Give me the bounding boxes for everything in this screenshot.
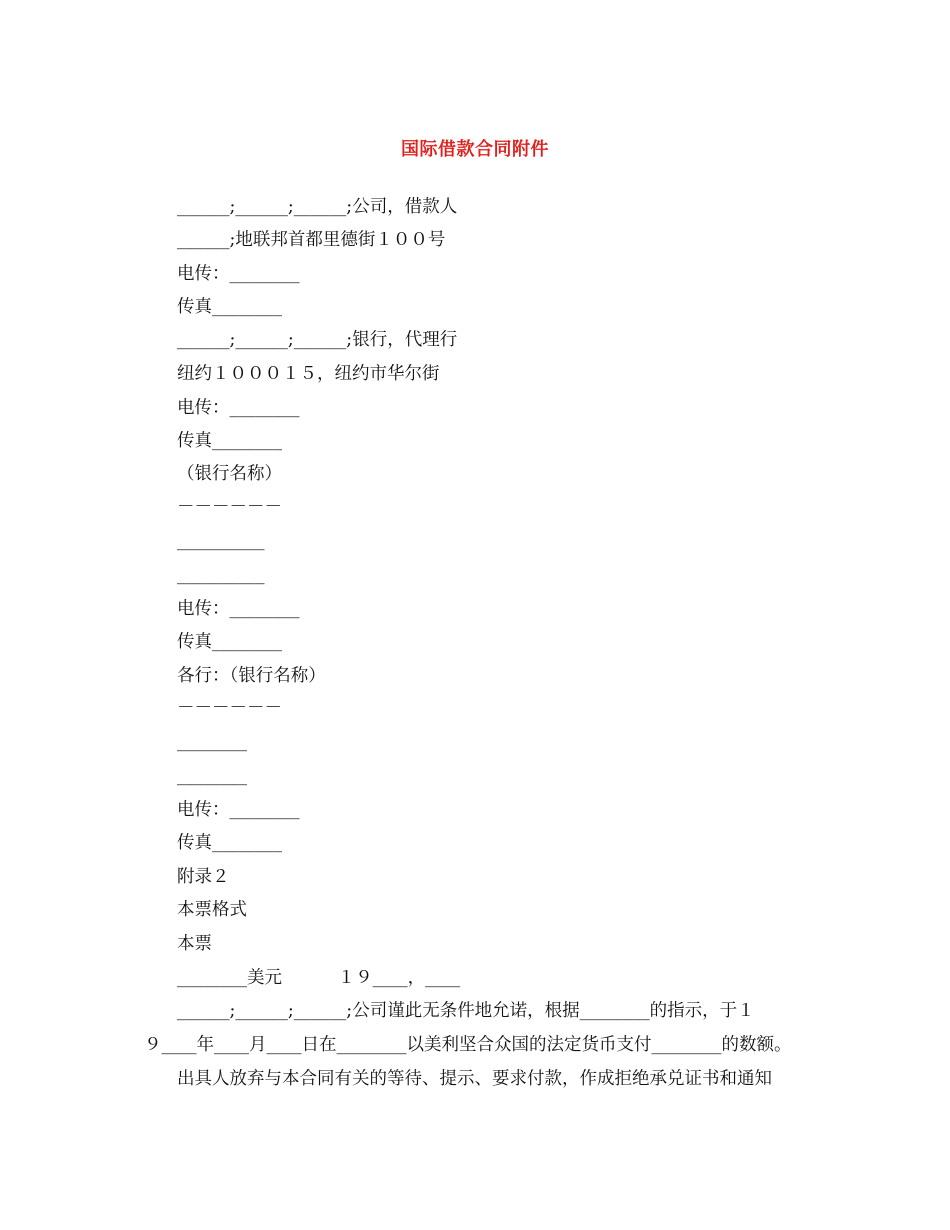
- note-promise-text: ______;______;______;公司谨此无条件地允诺，根据________的指示，于１: [177, 1001, 755, 1021]
- note-amount-date: ________美元 １９____，____: [177, 968, 461, 988]
- dash-separator: －－－－－－: [177, 497, 282, 517]
- bank-telex: 电传：________: [177, 599, 300, 619]
- agent-bank-address: 纽约１０００１５，纽约市华尔街: [177, 364, 440, 384]
- borrower-line: ______;______;______;公司，借款人: [177, 197, 458, 217]
- note-heading: 本票: [177, 934, 212, 954]
- bank-fax: 传真________: [177, 632, 282, 652]
- each-bank-label: 各行：（银行名称）: [177, 666, 326, 686]
- agent-bank-telex: 电传：________: [177, 398, 300, 418]
- agent-bank-fax: 传真________: [177, 431, 282, 451]
- borrower-address: ______;地联邦首都里德街１００号: [177, 230, 446, 250]
- blank-line: ________: [177, 732, 247, 752]
- appendix-heading: 附录２: [177, 867, 230, 887]
- each-bank-fax: 传真________: [177, 833, 282, 853]
- dash-separator: －－－－－－: [177, 698, 282, 718]
- document-title: 国际借款合同附件: [401, 139, 549, 161]
- each-bank-telex: 电传：________: [177, 800, 300, 820]
- blank-line: __________: [177, 531, 265, 551]
- borrower-fax: 传真________: [177, 297, 282, 317]
- blank-line: ________: [177, 766, 247, 786]
- agent-bank-line: ______;______;______;银行，代理行: [177, 330, 458, 350]
- note-payment-text: ９____年____月____日在________以美利坚合众国的法定货币支付________的数额。: [144, 1035, 792, 1055]
- note-waiver-text: 出具人放弃与本合同有关的等待、提示、要求付款，作成拒绝承兑证书和通知: [177, 1069, 772, 1089]
- blank-line: __________: [177, 565, 265, 585]
- note-format-heading: 本票格式: [177, 900, 247, 920]
- borrower-telex: 电传：________: [177, 264, 300, 284]
- bank-name-label: （银行名称）: [177, 464, 282, 484]
